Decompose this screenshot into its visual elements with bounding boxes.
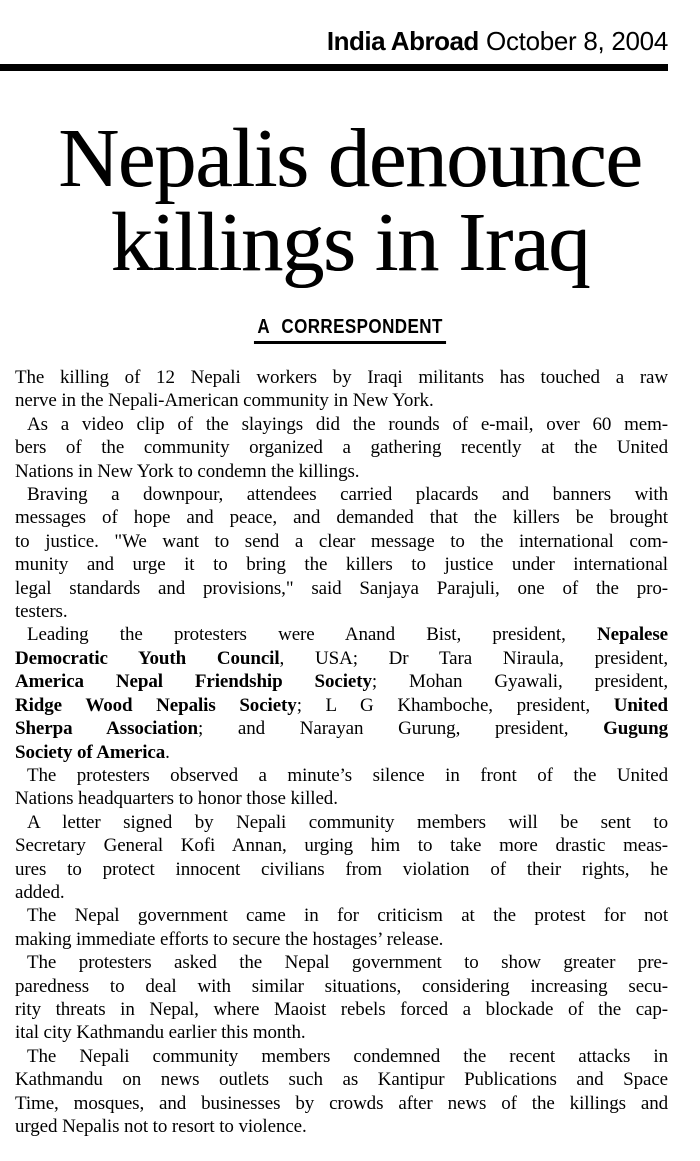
text-segment: paredness to deal with similar situations, considering increasing secu- <box>15 975 668 997</box>
issue-date: October 8, 2004 <box>486 26 668 56</box>
text-line <box>15 623 668 646</box>
text-segment: ital city Kathmandu earlier this month. <box>15 1022 306 1044</box>
text-segment: The protesters asked the Nepal government to show greater pre- <box>27 952 668 974</box>
text-segment: . <box>165 741 170 763</box>
text-segment: messages of hope and peace, and demanded that the killers be brought <box>15 507 668 529</box>
text-line <box>15 577 668 600</box>
text-line <box>15 764 668 787</box>
text-line <box>15 553 668 576</box>
paragraph <box>15 951 668 1045</box>
text-segment: testers. <box>15 601 68 623</box>
headline-line-1: Nepalis denounce <box>58 112 642 205</box>
paragraph <box>15 1045 668 1139</box>
text-segment: Kathmandu on news outlets such as Kantipur Publications and Space <box>15 1069 668 1091</box>
text-segment: Nations headquarters to honor those killed. <box>15 788 338 810</box>
text-segment: The Nepali community members condemned the recent attacks in <box>27 1045 668 1067</box>
text-line <box>15 1021 668 1044</box>
article-headline <box>0 112 700 289</box>
text-segment: , USA; Dr Tara Niraula, president, <box>279 647 668 669</box>
bold-text-segment: Ridge Wood Nepalis Society <box>15 694 297 716</box>
byline <box>0 317 700 344</box>
text-segment: ures to protect innocent civilians from violation of their rights, he <box>15 858 668 880</box>
text-segment: to justice. "We want to send a clear message to the international com- <box>15 530 668 552</box>
text-segment: Leading the protesters were Anand Bist, president, <box>27 624 598 646</box>
masthead <box>0 0 700 56</box>
text-segment: bers of the community organized a gathering recently at the United <box>15 437 668 459</box>
text-line <box>15 717 668 740</box>
paragraph <box>15 904 668 951</box>
paragraph <box>15 366 668 413</box>
text-line <box>15 530 668 553</box>
text-segment: Nations in New York to condemn the killings. <box>15 460 360 482</box>
bold-text-segment: United <box>613 694 669 716</box>
paragraph <box>15 413 668 483</box>
text-segment: As a video clip of the slayings did the rounds of e-mail, over 60 mem- <box>27 413 668 435</box>
text-line <box>15 366 668 389</box>
text-line <box>15 436 668 459</box>
bold-text-segment: Society of America <box>15 741 166 763</box>
text-line <box>15 928 668 951</box>
text-line <box>15 483 668 506</box>
text-line <box>15 413 668 436</box>
text-line <box>15 506 668 529</box>
text-line <box>15 881 668 904</box>
text-segment: The Nepal government came in for criticism at the protest for not <box>27 905 668 927</box>
text-line <box>15 904 668 927</box>
text-line <box>15 1045 668 1068</box>
bold-text-segment: Nepalese <box>597 624 668 646</box>
paragraph <box>15 764 668 811</box>
text-segment: Time, mosques, and businesses by crowds after news of the killings and <box>15 1092 668 1114</box>
text-segment: added. <box>15 881 65 903</box>
text-segment: ; and Narayan Gurung, president, <box>197 718 604 740</box>
masthead-rule <box>0 64 668 71</box>
text-segment: rity threats in Nepal, where Maoist rebels forced a blockade of the cap- <box>15 998 668 1020</box>
text-segment: urged Nepalis not to resort to violence. <box>15 1116 307 1137</box>
text-line <box>15 811 668 834</box>
bold-text-segment: Democratic Youth Council <box>15 647 280 669</box>
text-line <box>15 858 668 881</box>
text-segment: nerve in the Nepali-American community in New York. <box>15 390 434 412</box>
text-segment: Secretary General Kofi Annan, urging him to take more drastic meas- <box>15 835 668 857</box>
paragraph <box>15 623 668 763</box>
text-segment: making immediate efforts to secure the hostages’ release. <box>15 928 444 950</box>
text-segment: Braving a downpour, attendees carried placards and banners with <box>27 484 668 506</box>
text-line <box>15 975 668 998</box>
text-segment: The protesters observed a minute’s silence in front of the United <box>27 764 668 786</box>
headline-line-2: killings in Iraq <box>110 196 590 289</box>
text-segment: ; Mohan Gyawali, president, <box>371 671 668 693</box>
text-segment: munity and urge it to bring the killers to justice under international <box>15 554 668 576</box>
text-segment: ; L G Khamboche, president, <box>296 694 614 716</box>
bold-text-segment: Sherpa Association <box>15 718 198 740</box>
paragraph <box>15 811 668 905</box>
text-line <box>15 998 668 1021</box>
text-line <box>15 694 668 717</box>
text-segment: legal standards and provisions," said Sanjaya Parajuli, one of the pro- <box>15 577 668 599</box>
text-line <box>15 1068 668 1091</box>
text-line <box>15 670 668 693</box>
text-line <box>15 787 668 810</box>
text-line <box>15 647 668 670</box>
text-line <box>15 1092 668 1115</box>
byline-text: A CORRESPONDENT <box>254 317 446 344</box>
text-line <box>15 600 668 623</box>
paragraph <box>15 483 668 623</box>
text-line <box>15 834 668 857</box>
text-line <box>15 1115 668 1138</box>
text-segment: The killing of 12 Nepali workers by Iraqi militants has touched a raw <box>15 367 668 388</box>
text-line <box>15 951 668 974</box>
text-segment: A letter signed by Nepali community members will be sent to <box>27 811 668 833</box>
bold-text-segment: Gugung <box>603 718 668 740</box>
text-line <box>15 460 668 483</box>
text-line <box>15 389 668 412</box>
text-line <box>15 741 668 764</box>
publication-name: India Abroad <box>326 26 479 56</box>
article-body <box>15 366 668 1138</box>
bold-text-segment: America Nepal Friendship Society <box>15 671 372 693</box>
